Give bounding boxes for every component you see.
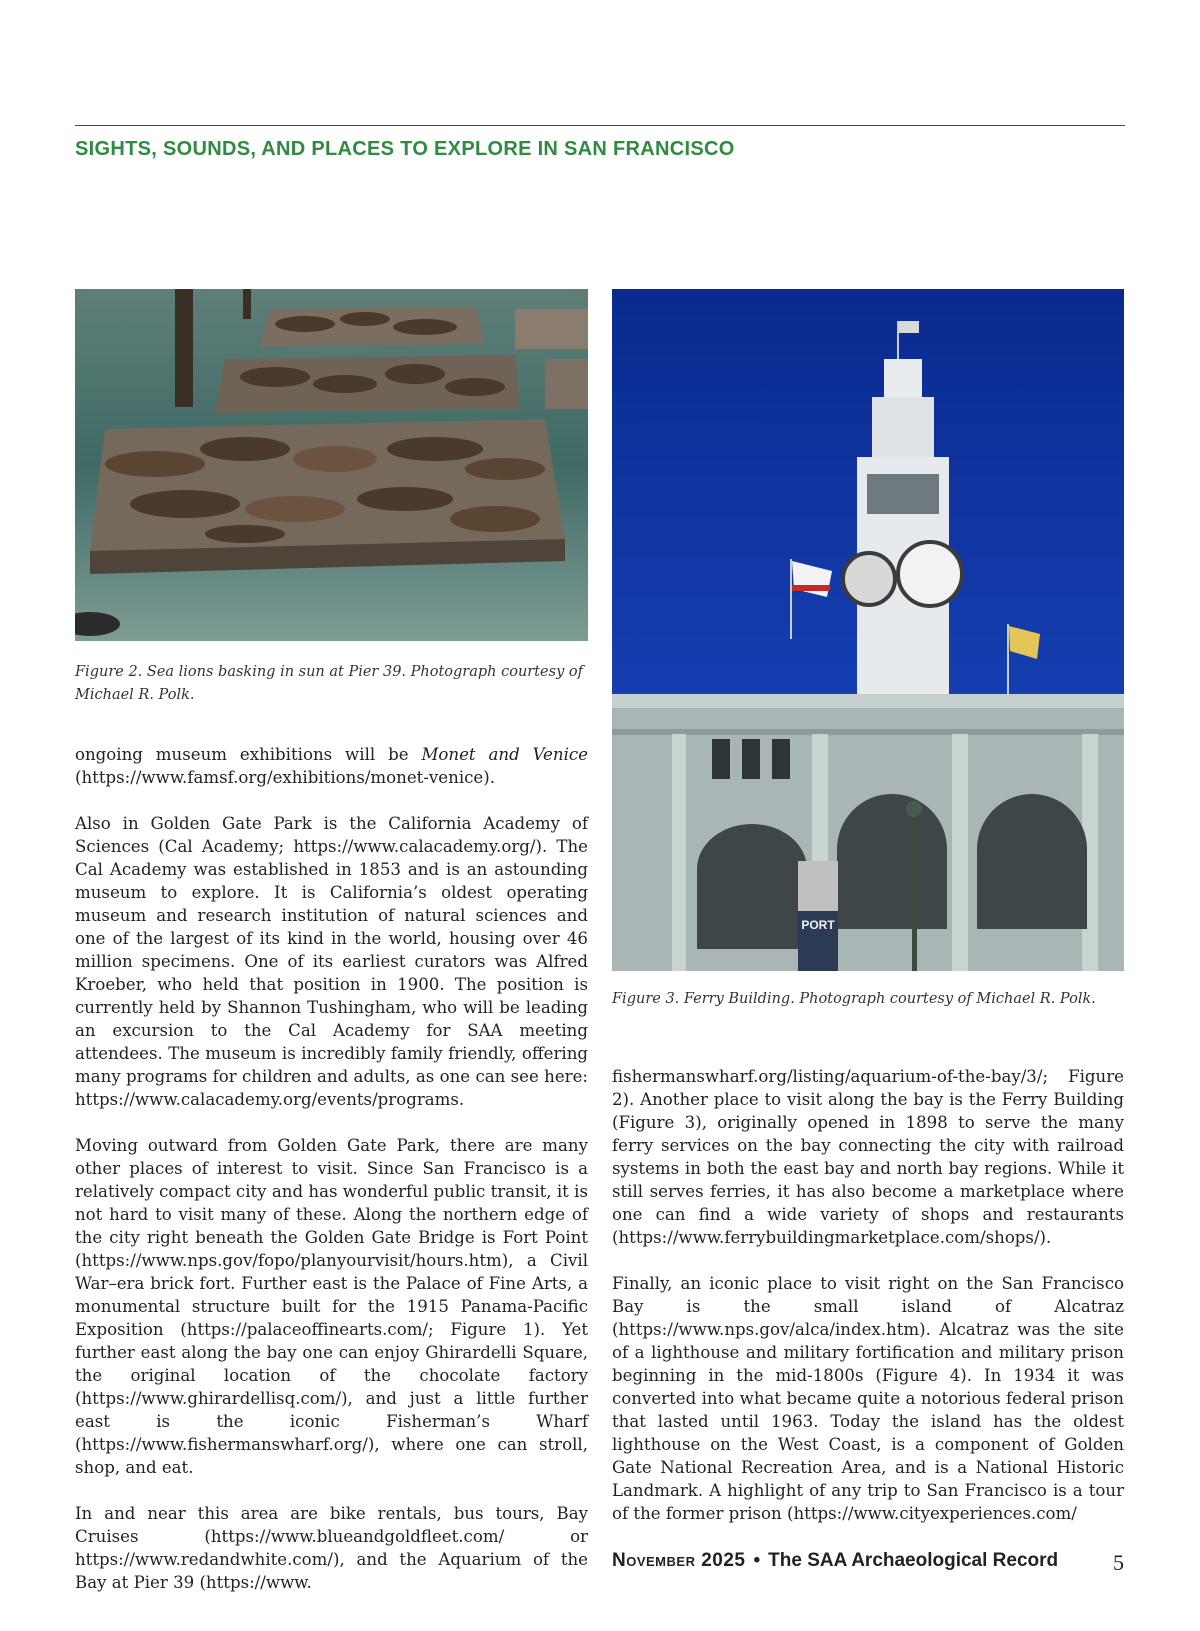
left-paragraph-4: In and near this area are bike rentals, bus tours, Bay Cruises (https://www.blueandgoldfleet.com/ or https://www.redandwhite.com/), and the Aquarium of the Bay at Pier 39 (https://www. [75, 1504, 588, 1592]
section-title: SIGHTS, SOUNDS, AND PLACES TO EXPLORE IN SAN FRANCISCO [75, 138, 735, 160]
left-column [75, 743, 588, 1617]
left-paragraph-3: Moving outward from Golden Gate Park, there are many other places of interest to visit. Since San Francisco is a relatively compact city and has wonderful public transit, it is not hard to visit many of these. Along the northern edge of the city right beneath the Golden Gate Bridge is Fort Point (https://www.nps.gov/fopo/planyourvisit/hours.htm), a Civil War–era brick fort. Further east is the Palace of Fine Arts, a monumental structure built for the 1915 Panama-Pacific Exposition (https://palaceoffinearts.com/; Figure 1). Yet further east along the bay one can enjoy Ghirardelli Square, the original location of the chocolate factory (https://www.ghirardellisq.com/), and just a little further east is the iconic Fisherman’s Wharf (https://www.fishermanswharf.org/), where one can stroll, shop, and eat. [75, 1136, 588, 1477]
footer-issue-date: November 2025 [612, 1550, 746, 1571]
right-paragraph-2: Finally, an iconic place to visit right on the San Francisco Bay is the small island of Alcatraz (https://www.nps.gov/alca/index.htm). Alcatraz was the site of a lighthouse and military fortification and military prison beginning in the mid-1800s (Figure 4). In 1934 it was converted into what became quite a notorious federal prison that lasted until 1963. Today the island has the oldest lighthouse on the West Coast, is a component of Golden Gate National Recreation Area, and is a National Historic Landmark. A highlight of any trip to San Francisco is a tour of the former prison (https://www.cityexperiences.com/ [612, 1274, 1124, 1523]
page-number: 5 [1113, 1550, 1124, 1575]
left-paragraph-2: Also in Golden Gate Park is the California Academy of Sciences (Cal Academy; https://www.calacademy.org/). The Cal Academy was established in 1853 and is an astounding museum to explore. It is California’s oldest operating museum and research institution of natural sciences and one of the largest of its kind in the world, housing over 46 million specimens. One of its earliest curators was Alfred Kroeber, who held that position in 1900. The position is currently held by Shannon Tushingham, who will be leading an excursion to the Cal Academy for SAA meeting attendees. The museum is incredibly family friendly, offering many programs for children and adults, as one can see here: https://www.calacademy.org/events/programs. [75, 814, 588, 1109]
footer-publication-title: The SAA Archaeological Record [768, 1550, 1059, 1571]
page-footer [612, 1550, 1124, 1580]
figure-3-ferry-building-photo [612, 289, 1124, 971]
header-rule [75, 125, 1125, 126]
figure-3-port-sign: PORT [801, 918, 835, 932]
left-paragraph-1: ongoing museum exhibitions will be Monet and Venice (https://www.famsf.org/exhibitions/monet-venice). [75, 745, 588, 787]
footer-separator: • [753, 1550, 761, 1571]
figure-3-caption: Figure 3. Ferry Building. Photograph courtesy of Michael R. Polk. [612, 991, 1096, 1007]
right-column [612, 1065, 1124, 1548]
right-paragraph-1: fishermanswharf.org/listing/aquarium-of-the-bay/3/; Figure 2). Another place to visit along the bay is the Ferry Building (Figure 3), originally opened in 1898 to serve the many ferry services on the bay connecting the city with railroad systems in both the east bay and north bay regions. While it still serves ferries, it has also become a marketplace where one can find a wide variety of shops and restaurants (https://www.ferrybuildingmarketplace.com/shops/). [612, 1067, 1124, 1247]
figure-2-sea-lions-photo [75, 289, 588, 641]
figure-2-caption: Figure 2. Sea lions basking in sun at Pier 39. Photograph courtesy of Michael R. Polk. [75, 664, 583, 703]
